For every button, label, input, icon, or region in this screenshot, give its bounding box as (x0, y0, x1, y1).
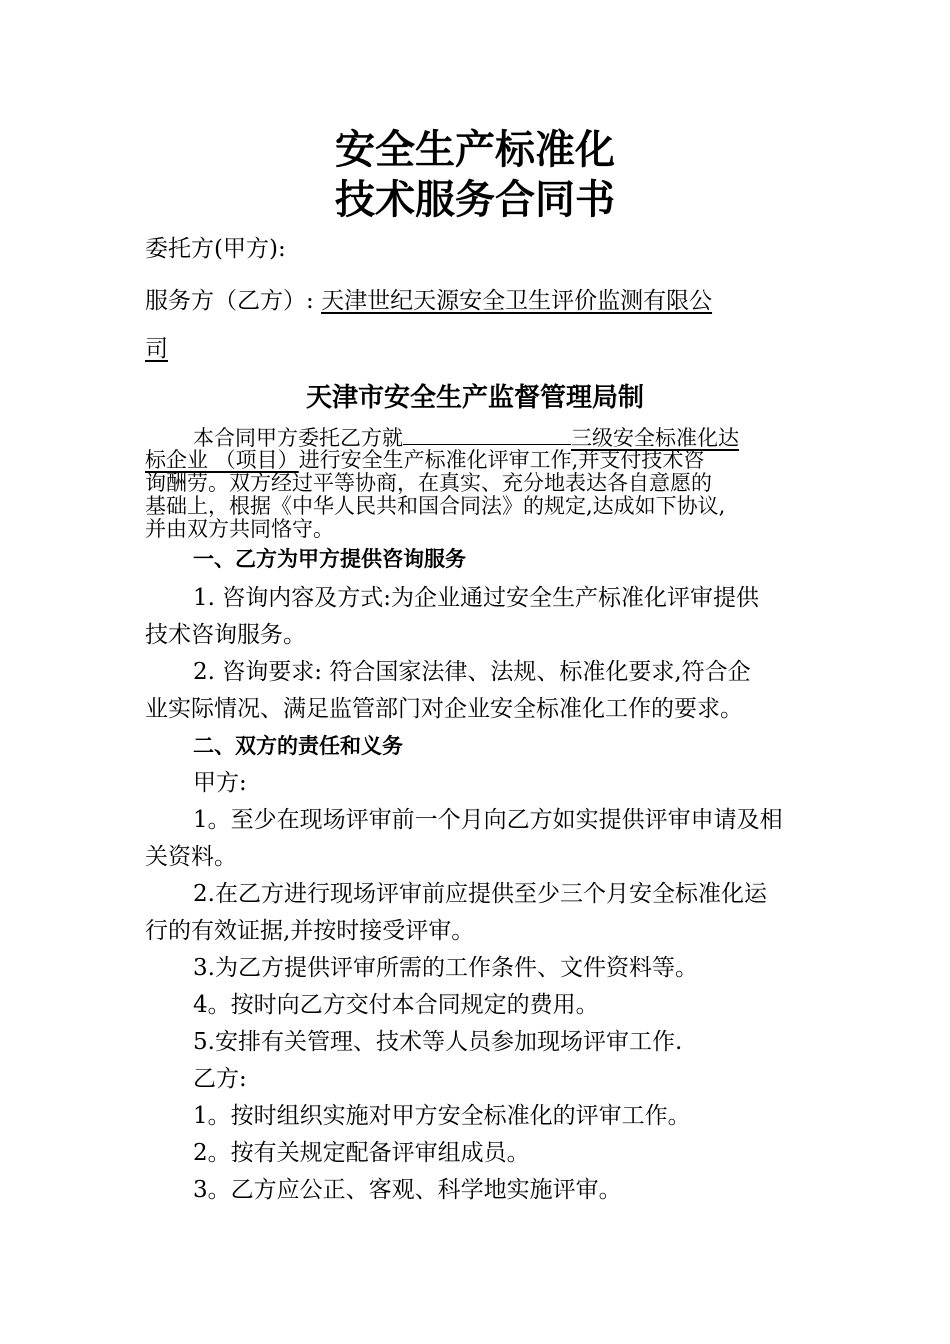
a-item1-line1: 1。至少在现场评审前一个月向乙方如实提供评审申请及相 (193, 807, 783, 833)
intro-project-name: 三级安全标准化达 (571, 426, 739, 450)
intro-line-2 (145, 449, 704, 472)
blank-field (403, 426, 571, 445)
section-2-heading: 二、双方的责任和义务 (193, 734, 403, 758)
s1-item2-line1: 2. 咨询要求: 符合国家法律、法规、标准化要求,符合企 (193, 659, 751, 685)
a-item2-line1: 2.在乙方进行现场评审前应提供至少三个月安全标准化运 (193, 881, 767, 907)
document-title-line1: 安全生产标准化 (335, 127, 615, 173)
intro-line-1 (193, 426, 739, 450)
s1-item2-line2: 业实际情况、满足监管部门对企业安全标准化工作的要求。 (145, 696, 743, 722)
client-label: 委托方(甲方): (145, 236, 286, 262)
intro-text: 进行安全生产标准化评审工作,并支付技术咨 (298, 448, 705, 472)
provider-name-end: 司 (145, 336, 168, 362)
section-1-heading: 一、乙方为甲方提供咨询服务 (193, 547, 466, 571)
intro-line-3: 询酬劳。双方经过平等协商，在真实、充分地表达各自意愿的 (145, 471, 712, 495)
provider-name-continued (145, 334, 168, 364)
a-item1-line2: 关资料。 (145, 844, 237, 870)
party-a-label: 甲方: (193, 770, 247, 796)
b-item2: 2。按有关规定配备评审组成员。 (193, 1140, 530, 1166)
intro-line-4: 基础上，根据《中华人民共和国合同法》的规定,达成如下协议, (145, 494, 726, 518)
a-item3: 3.为乙方提供评审所需的工作条件、文件资料等。 (193, 955, 698, 981)
provider-label: 服务方（乙方）: (145, 288, 314, 314)
document-title-line2: 技术服务合同书 (335, 177, 615, 223)
s1-item1-line2: 技术咨询服务。 (145, 622, 306, 648)
b-item1: 1。按时组织实施对甲方安全标准化的评审工作。 (193, 1103, 691, 1129)
a-item2-line2: 行的有效证据,并按时接受评审。 (145, 918, 475, 944)
provider-line (145, 286, 712, 316)
provider-name: 天津世纪天源安全卫生评价监测有限公 (321, 288, 713, 314)
a-item5: 5.安排有关管理、技术等人员参加现场评审工作. (193, 1029, 683, 1055)
s1-item1-line1: 1. 咨询内容及方式:为企业通过安全生产标准化评审提供 (193, 585, 760, 611)
party-b-label: 乙方: (193, 1066, 247, 1092)
intro-text: 本合同甲方委托乙方就 (193, 426, 403, 450)
a-item4: 4。按时向乙方交付本合同规定的费用。 (193, 992, 599, 1018)
issuer-heading: 天津市安全生产监督管理局制 (305, 383, 644, 413)
intro-line-5: 并由双方共同恪守。 (145, 517, 334, 541)
intro-project-name-cont: 标企业 （项目） (145, 448, 299, 472)
b-item3: 3。乙方应公正、客观、科学地实施评审。 (193, 1177, 622, 1203)
